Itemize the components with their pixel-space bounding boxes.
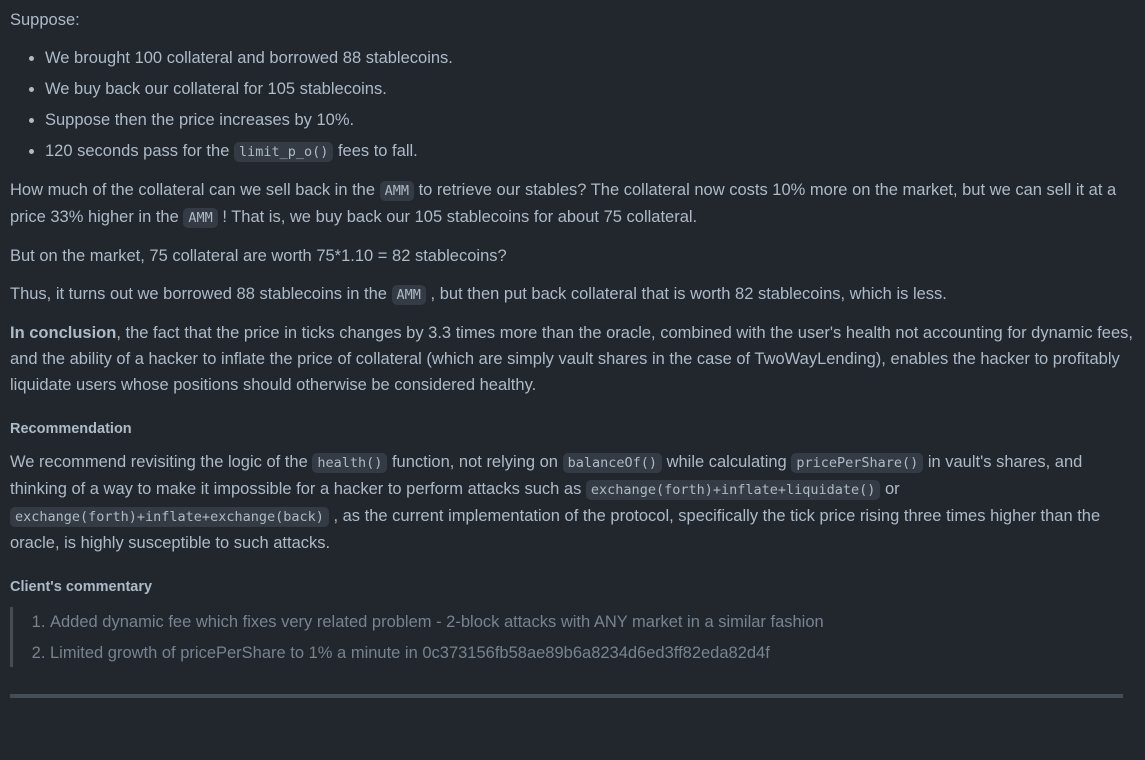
horizontal-rule — [10, 694, 1123, 698]
text-run: , but then put back collateral that is worth 82 stablecoins, which is less. — [425, 285, 947, 303]
text-run: while calculating — [661, 453, 792, 471]
paragraph-recommendation — [10, 449, 1135, 556]
scenario-list — [10, 45, 1135, 165]
text-run: , as the current implementation of the protocol, specifically the tick price rising three times higher than the oracle, is highly susceptible to such attacks. — [10, 507, 1101, 552]
text-run: ! That is, we buy back our 105 stablecoins for about 75 collateral. — [217, 208, 698, 226]
list-item-text: Suppose then the price increases by 10%. — [45, 111, 355, 129]
text-run: function, not relying on — [387, 453, 563, 471]
list-item — [45, 107, 1135, 133]
list-item — [45, 76, 1135, 102]
list-item: 2. Limited growth of pricePerShare to 1% a minute in 0c373156fb58ae89b6a8234d6ed3ff82eda82d4f — [50, 640, 1135, 666]
inline-code: AMM — [380, 181, 414, 201]
recommendation-heading: Recommendation — [10, 421, 132, 437]
text-run: or — [880, 480, 900, 498]
conclusion-label: In conclusion — [10, 324, 117, 342]
list-item — [45, 138, 1135, 165]
inline-code: health() — [312, 453, 387, 473]
inline-code: balanceOf() — [563, 453, 662, 473]
inline-code: exchange(forth)+inflate+exchange(back) — [10, 507, 329, 527]
inline-code: exchange(forth)+inflate+liquidate() — [586, 480, 880, 500]
list-item-text: We buy back our collateral for 105 stablecoins. — [45, 80, 387, 98]
paragraph-conclusion — [10, 320, 1135, 398]
paragraph-borrow-comparison — [10, 281, 1135, 308]
list-item-text: 120 seconds pass for the — [45, 142, 234, 160]
list-item-text: fees to fall. — [333, 142, 418, 160]
text-run: We recommend revisiting the logic of the — [10, 453, 313, 471]
intro-text: Suppose: — [10, 11, 80, 29]
text-run: Thus, it turns out we borrowed 88 stablecoins in the — [10, 285, 392, 303]
text-run: , the fact that the price in ticks changes by 3.3 times more than the oracle, combined with the user's health not accounting for dynamic fees, and the ability of a hacker to inflate the price of collateral (which are simply vault shares in the case of TwoWayLending), enables the hacker to profitably liquidate users whose positions should otherwise be considered healthy. — [10, 324, 1133, 394]
inline-code: pricePerShare() — [791, 453, 923, 473]
commentary-list — [13, 607, 1135, 666]
text-run: in vault's shares, and thinking of a way to make it impossible for a hacker to perform attacks such as — [10, 453, 1083, 498]
paragraph-market-value: But on the market, 75 collateral are worth 75*1.10 = 82 stablecoins? — [10, 247, 507, 265]
commentary-blockquote — [10, 607, 1135, 667]
list-item — [45, 45, 1135, 71]
commentary-heading: Client's commentary — [10, 579, 153, 595]
paragraph-amm-sellback — [10, 177, 1135, 231]
list-item: 1. Added dynamic fee which fixes very related problem - 2-block attacks with ANY market in a similar fashion — [50, 609, 1135, 635]
text-run: to retrieve our stables? The collateral now costs 10% more on the market, but we can sell it at a price 33% higher in the — [10, 181, 1117, 226]
inline-code: limit_p_o() — [234, 142, 333, 162]
inline-code: AMM — [183, 208, 217, 228]
inline-code: AMM — [392, 285, 426, 305]
list-item-text: We brought 100 collateral and borrowed 88 stablecoins. — [45, 49, 453, 67]
text-run: How much of the collateral can we sell back in the — [10, 181, 380, 199]
